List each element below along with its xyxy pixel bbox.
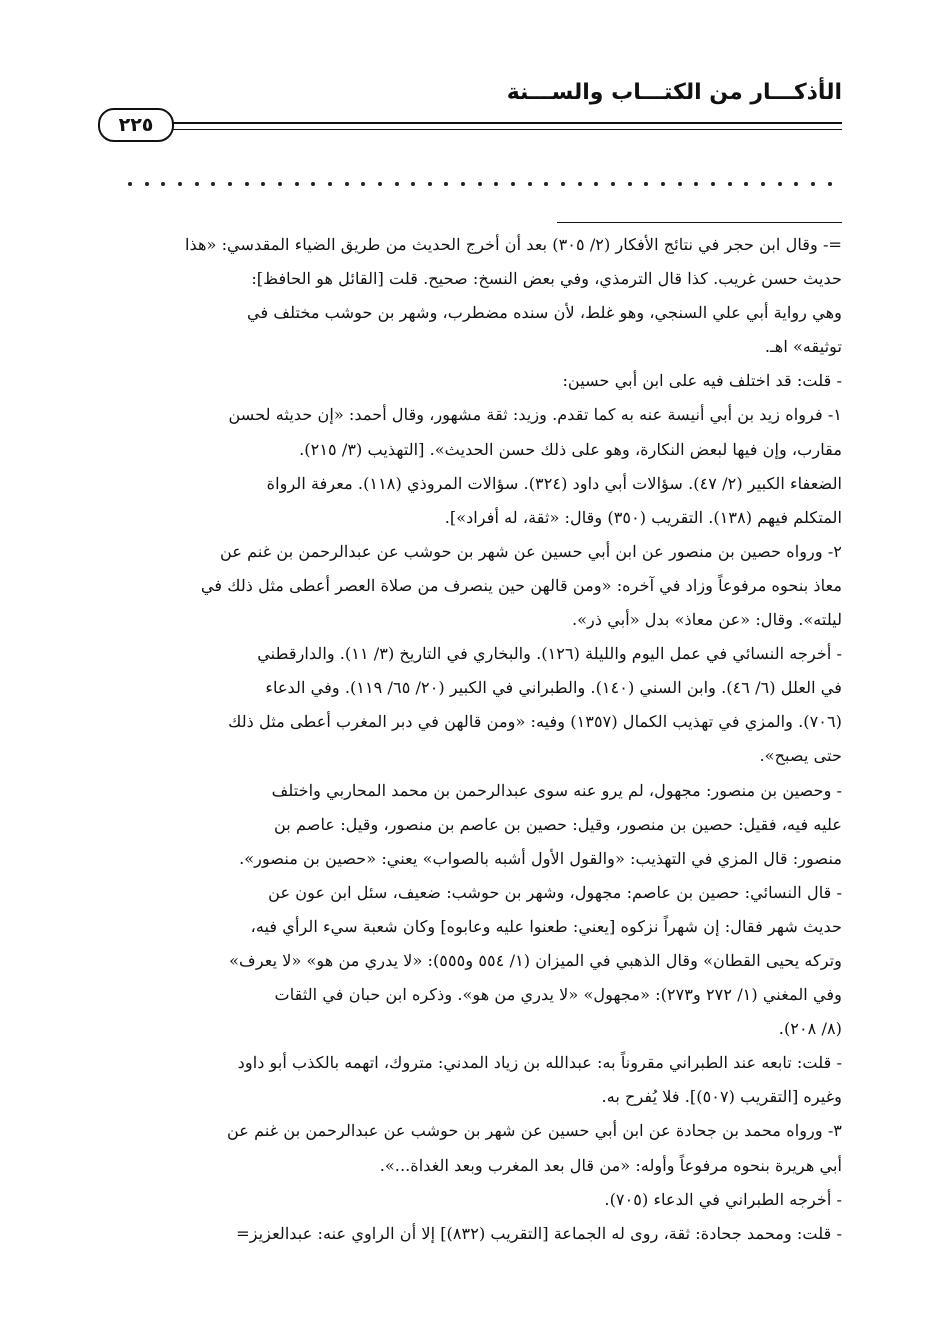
dotted-separator: [128, 174, 832, 194]
text-line: - قلت: ومحمد جحادة: ثقة، روى له الجماعة [التقريب (٨٣٢)] إلا أن الراوي عنه: عبدالعزيز=: [236, 1223, 842, 1243]
header-rule: [170, 122, 842, 130]
text-line: =- وقال ابن حجر في نتائج الأفكار (٢/ ٣٠٥) بعد أن أخرج الحديث من طريق الضياء المقدسي: «هذا: [184, 235, 842, 254]
running-title: الأذكـــار من الكتـــاب والســـنة: [506, 80, 842, 105]
footnote-body: [110, 228, 842, 1251]
text-line: (٨/ ٢٠٨).: [778, 1019, 842, 1039]
text-line: أبي هريرة بنحوه مرفوعاً وأوله: «من قال بعد المغرب وبعد الغداة...».: [379, 1155, 842, 1175]
text-line: (٧٠٦). والمزي في تهذيب الكمال (١٣٥٧) وفيه: «ومن قالهن في دبر المغرب أعطى مثل ذلك: [228, 712, 842, 732]
text-line: - وحصين بن منصور: مجهول، لم يرو عنه سوى عبدالرحمن بن محمد المحاربي واختلف: [271, 780, 842, 800]
text-line: - قال النسائي: حصين بن عاصم: مجهول، وشهر بن حوشب: ضعيف، سئل ابن عون عن: [268, 882, 842, 902]
text-line: عليه فيه، فقيل: حصين بن منصور، وقيل: حصين بن عاصم بن منصور، وقيل: عاصم بن: [273, 814, 842, 834]
text-line: معاذ بنحوه مرفوعاً وزاد في آخره: «ومن قالهن حين ينصرف من صلاة العصر أعطى مثل ذلك في: [200, 575, 842, 595]
text-line: ٢- ورواه حصين بن منصور عن ابن أبي حسين عن شهر بن حوشب عن عبدالرحمن بن غنم عن: [220, 541, 842, 561]
text-line: ١- فرواه زيد بن أبي أنيسة عنه به كما تقدم. وزيد: ثقة مشهور، وقال أحمد: «إن حديثه لحسن: [228, 405, 842, 425]
text-line: ليلته». وقال: «عن معاذ» بدل «أبي ذر».: [571, 610, 842, 630]
text-line: - أخرجه النسائي في عمل اليوم والليلة (١٢٦). والبخاري في التاريخ (٣/ ١١). والدارقطني: [257, 644, 842, 664]
page-number: ٢٢٥: [98, 108, 174, 142]
text-line: - أخرجه الطبراني في الدعاء (٧٠٥).: [604, 1189, 842, 1209]
text-line: مقارب، وإن فيها لبعض النكارة، وهو على ذلك حسن الحديث». [التهذيب (٣/ ٢١٥).: [299, 439, 842, 459]
text-line: المتكلم فيهم (١٣٨). التقريب (٣٥٠) وقال: «ثقة، له أفراد»].: [444, 507, 842, 527]
text-line: الضعفاء الكبير (٢/ ٤٧). سؤالات أبي داود (٣٢٤). سؤالات المروذي (١١٨). معرفة الرواة: [266, 473, 842, 493]
text-line: منصور: قال المزي في التهذيب: «والقول الأول أشبه بالصواب» يعني: «حصين بن منصور».: [239, 848, 842, 868]
text-line: وفي المغني (١/ ٢٧٢ و٢٧٣): «مجهول» «لا يدري من هو». وذكره ابن حبان في الثقات: [274, 985, 842, 1005]
text-line: وتركه يحيى القطان» وقال الذهبي في الميزان (١/ ٥٥٤ و٥٥٥): «لا يدري من هو» «لا يعرف»: [229, 950, 842, 970]
text-line: - قلت: تابعه عند الطبراني مقروناً به: عبدالله بن زياد المدني: متروك، اتهمه بالكذب أبو داود: [237, 1053, 842, 1073]
text-line: حتى يصبح».: [759, 746, 842, 766]
text-line: وغيره [التقريب (٥٠٧)]. فلا يُفرح به.: [601, 1087, 842, 1107]
text-line: ٣- ورواه محمد بن جحادة عن ابن أبي حسين عن شهر بن حوشب عن عبدالرحمن بن غنم عن: [226, 1121, 842, 1141]
text-line: حديث شهر فقال: إن شهراً نزكوه [يعني: طعنوا عليه وعابوه] وكان شعبة سيء الرأي فيه،: [250, 916, 842, 936]
text-line: - قلت: قد اختلف فيه على ابن أبي حسين:: [562, 371, 842, 391]
text-line: وهي رواية أبي علي السنجي، وهو غلط، لأن سنده مضطرب، وشهر بن حوشب مختلف في: [247, 303, 842, 323]
footnote-rule: [557, 222, 842, 223]
text-line: حديث حسن غريب. كذا قال الترمذي، وفي بعض النسخ: صحيح. قلت [القائل هو الحافظ]:: [251, 269, 842, 289]
text-line: توثيقه» اهـ.: [764, 337, 842, 357]
text-line: في العلل (٦/ ٤٦). وابن السني (١٤٠). والطبراني في الكبير (٢٠/ ٦٥/ ١١٩). وفي الدعاء: [265, 678, 842, 698]
